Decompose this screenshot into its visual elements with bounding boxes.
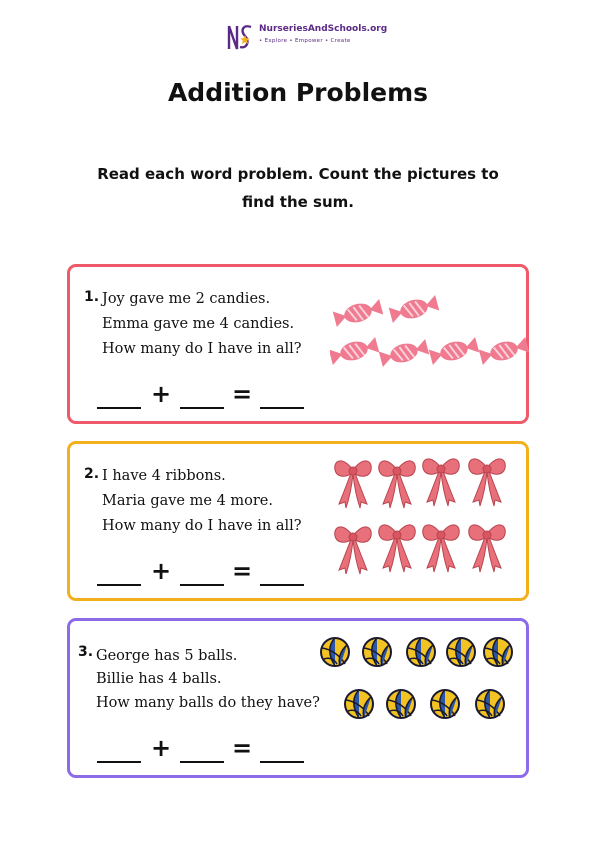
answer-blank[interactable]	[260, 761, 304, 763]
problem-text-line: George has 5 balls.	[96, 648, 238, 664]
candy-icon	[332, 298, 383, 328]
answer-blank[interactable]	[97, 761, 141, 763]
problem-number: 2.	[84, 466, 100, 482]
volleyball-icon	[431, 690, 459, 718]
problem-number: 1.	[84, 289, 100, 305]
candy-icon	[378, 338, 429, 368]
volleyball-icon	[407, 638, 435, 666]
volleyball-icon	[345, 690, 373, 718]
plus-sign: +	[151, 734, 172, 762]
plus-sign: +	[151, 380, 172, 408]
answer-blank[interactable]	[260, 584, 304, 586]
problem-text-line: Joy gave me 2 candies.	[102, 291, 271, 307]
volleyball-icon	[447, 638, 475, 666]
instructions: Read each word problem. Count the pictures to find the sum.	[97, 165, 499, 211]
equation-row	[97, 380, 307, 409]
problem-text-line: How many balls do they have?	[96, 695, 320, 711]
site-logo	[226, 20, 386, 54]
volleyball-icon	[363, 638, 391, 666]
ribbon-bow-icon	[335, 527, 372, 574]
equation-row	[97, 557, 307, 586]
equals-sign: =	[232, 557, 253, 585]
nurseries-and-schools-logo-icon	[226, 22, 254, 52]
problem-text-line: I have 4 ribbons.	[102, 468, 226, 484]
volleyball-icon	[484, 638, 512, 666]
logo-tagline: • Explore • Empower • Create	[259, 38, 351, 44]
plus-sign: +	[151, 557, 172, 585]
picture-group	[330, 287, 530, 369]
equals-sign: =	[232, 734, 253, 762]
answer-blank[interactable]	[180, 584, 224, 586]
answer-blank[interactable]	[180, 407, 224, 409]
volleyball-icon	[321, 638, 349, 666]
problem-text-line: Billie has 4 balls.	[96, 671, 222, 687]
problem-text-line: How many do I have in all?	[102, 341, 302, 357]
problem-text-line: How many do I have in all?	[102, 518, 302, 534]
answer-blank[interactable]	[97, 584, 141, 586]
candy-icon	[388, 294, 439, 324]
problem-card-1	[67, 264, 529, 424]
problem-text-line: Maria gave me 4 more.	[102, 493, 273, 509]
ribbon-bow-icon	[379, 461, 416, 508]
problem-card-3	[67, 618, 529, 778]
volleyball-icon	[387, 690, 415, 718]
picture-group	[320, 635, 520, 725]
problem-card-2	[67, 441, 529, 601]
ribbon-bow-icon	[423, 525, 460, 572]
candy-icon	[478, 336, 529, 366]
answer-blank[interactable]	[260, 407, 304, 409]
problem-number: 3.	[78, 644, 94, 660]
equation-row	[97, 734, 307, 763]
problem-text-line: Emma gave me 4 candies.	[102, 316, 295, 332]
volleyball-icon	[476, 690, 504, 718]
picture-group	[333, 456, 513, 578]
ribbon-bow-icon	[379, 525, 416, 572]
ribbon-bow-icon	[469, 459, 506, 506]
page-title: Addition Problems	[167, 78, 429, 107]
candy-icon	[330, 336, 380, 366]
ribbon-bow-icon	[423, 459, 460, 506]
answer-blank[interactable]	[180, 761, 224, 763]
equals-sign: =	[232, 380, 253, 408]
candy-icon	[428, 336, 479, 366]
answer-blank[interactable]	[97, 407, 141, 409]
ribbon-bow-icon	[469, 525, 506, 572]
logo-name: NurseriesAndSchools.org	[259, 24, 388, 34]
ribbon-bow-icon	[335, 461, 372, 508]
